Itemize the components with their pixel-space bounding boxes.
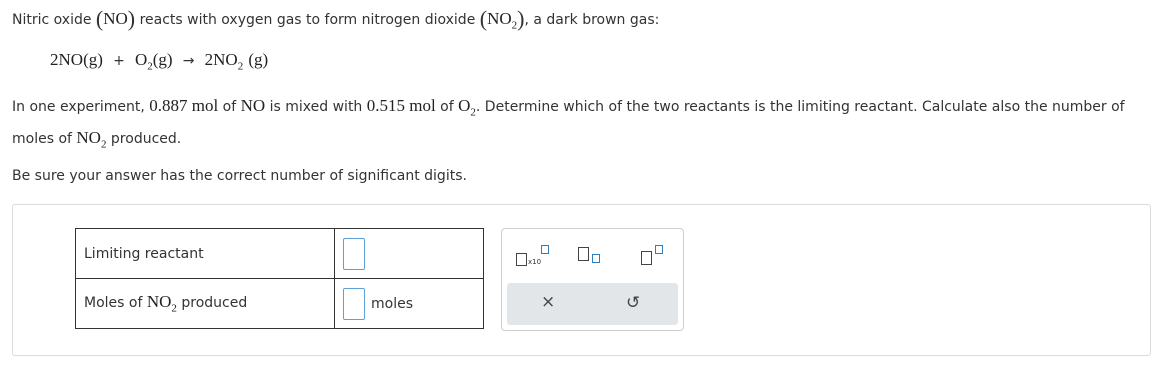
moles-produced-label: Moles of $NO_2$ produced bbox=[76, 279, 335, 329]
toolbar-actions bbox=[507, 283, 678, 325]
reaction-arrow: → bbox=[182, 53, 195, 69]
limiting-reactant-input[interactable] bbox=[343, 238, 365, 270]
clear-icon[interactable]: × bbox=[541, 292, 556, 312]
moles-produced-input[interactable] bbox=[343, 288, 365, 320]
superscript-icon[interactable] bbox=[641, 243, 671, 267]
table-row bbox=[76, 279, 484, 329]
moles-unit: moles bbox=[371, 295, 413, 312]
table-row bbox=[76, 229, 484, 279]
question-text: In one experiment, 0.887 mol of NO is mixed with 0.515 mol of $O_2$. Determine which of the two reactants is the limiting reactant. Calculate also the number of bbox=[12, 96, 1125, 119]
sig-fig-note: Be sure your answer has the correct number of significant digits. bbox=[12, 168, 467, 184]
math-toolbar bbox=[501, 228, 684, 331]
undo-icon[interactable]: ↺ bbox=[626, 293, 641, 313]
subscript-icon[interactable] bbox=[578, 245, 608, 267]
question-text-continued: moles of $NO_2$ produced. bbox=[12, 128, 182, 151]
limiting-reactant-label: Limiting reactant bbox=[76, 229, 335, 279]
scientific-notation-icon[interactable]: x10 bbox=[516, 245, 550, 267]
chemical-equation: $2NO(g) + O_2(g) \to 2NO_2$ (g) bbox=[50, 50, 269, 73]
intro-text: Nitric oxide (NO) reacts with oxygen gas to form nitrogen dioxide $(NO_2)$, a dark brown gas: bbox=[12, 6, 660, 32]
answer-table bbox=[75, 228, 484, 329]
